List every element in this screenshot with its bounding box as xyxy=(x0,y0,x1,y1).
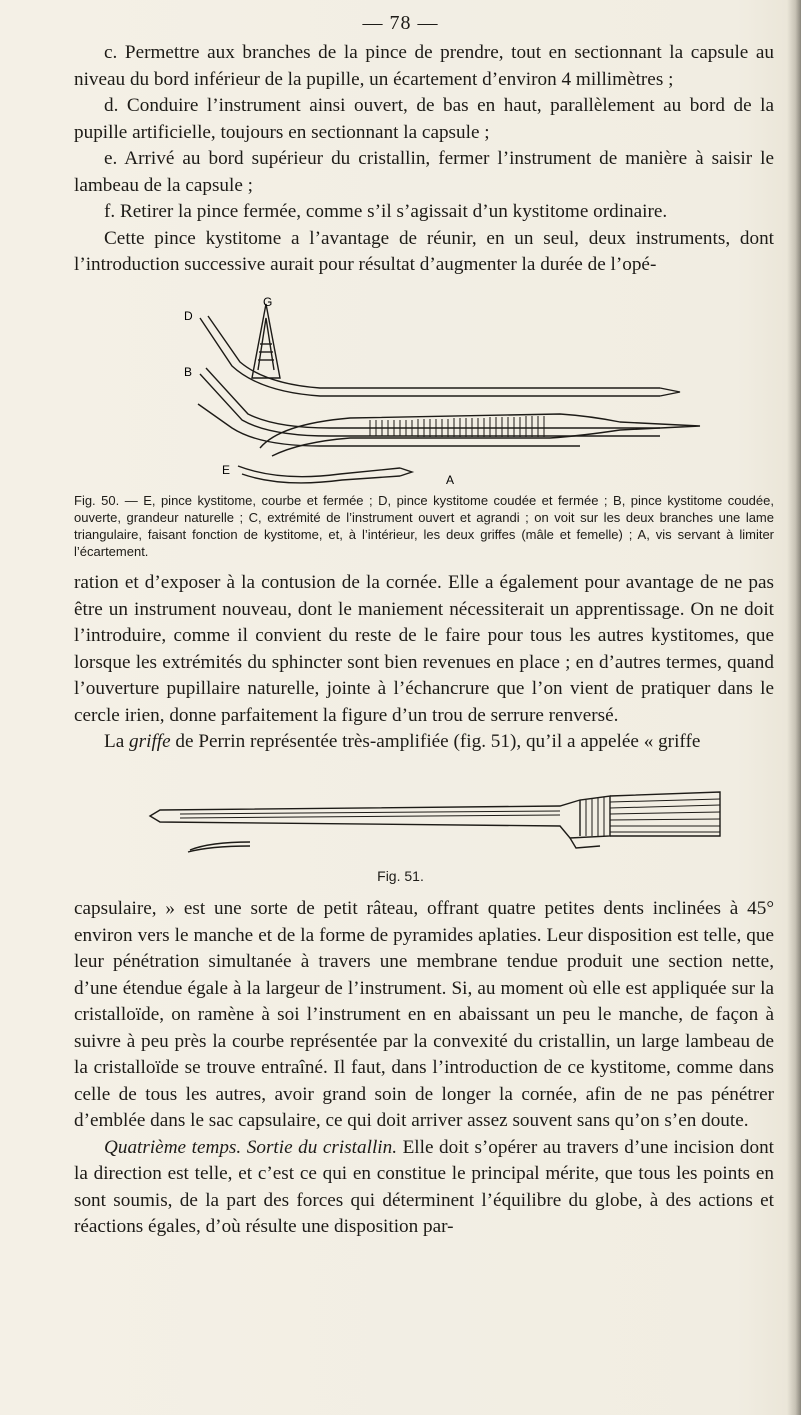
paragraph-cette-pince: Cette pince kystitome a l’avantage de réunir, en un seul, deux instruments, dont l’introduction successive aurait pour résultat d’augmenter la durée de l’opé- xyxy=(74,227,774,275)
fig50-label-a: A xyxy=(446,473,455,487)
section-heading-quatrieme-temps: Quatrième temps. Sortie du cristallin. xyxy=(104,1136,397,1158)
step-d: d. Conduire l’instrument ainsi ouvert, de bas en haut, parallèlement au bord de la pupille artificielle, toujours en sectionnant la capsule ; xyxy=(74,95,774,143)
top-text-block xyxy=(74,40,774,279)
page-edge-shadow xyxy=(787,0,801,1415)
quatrieme-temps-text: Elle doit s’opérer au travers d’une incision dont la direction est telle, et c’est ce qui en constitue le principal mérite, que tous les points en sont soumis, de la part des forces qui déterminent l’équilibre du globe, à des actions et réactions égales, d’où résulte une disposition par- xyxy=(74,1136,774,1237)
fig50-label-d: D xyxy=(184,309,193,323)
griffe-term: griffe xyxy=(129,731,171,752)
figure-51-illustration xyxy=(140,786,740,862)
paragraph-capsulaire: capsulaire, » est une sorte de petit râteau, offrant quatre petites dents inclinées à 45° environ vers le manche et de la forme de pyramides aplaties. Leur disposition est telle, que leur pénétration simultanée à travers une membrane tendue produit une section nette, d’une étendue égale à la largeur de l’instrument. Si, au moment où elle est appliquée sur la cristalloïde, on ramène à soi l’instrument en en abaissant un peu le manche, de façon à suivre à peu près la courbe représentée par la convexité du cristallin, un large lambeau de la cristalloïde se trouve entraîné. Il faut, dans l’introduction de ce kystitome, comme dans celle de tous les autres, avoir grand soin de longer la cornée, afin de ne pas pénétrer d’emblée dans le sac capsulaire, ce qui doit arriver assez souvent sans qu’on s’en doute. xyxy=(74,898,774,1131)
figure-50-illustration xyxy=(160,296,720,490)
fig50-label-g: G xyxy=(263,296,273,309)
figure-50-caption: Fig. 50. — E, pince kystitome, courbe et fermée ; D, pince kystitome coudée et fermée ; B, pince kystitome coudée, ouverte, grandeur naturelle ; C, extrémité de l’instrument ouvert et agrandi ; on voit sur les deux branches une lame triangulaire, faisant fonction de kystitome, et, à l’intérieur, les deux griffes (mâle et femelle) ; A, vis servant à limiter l’écartement. xyxy=(74,493,774,559)
griffe-intro-rest: de Perrin représentée très-amplifiée (fig. 51), qu’il a appelée « griffe xyxy=(170,731,701,752)
bottom-text-block xyxy=(74,896,774,1241)
paragraph-griffe-intro xyxy=(74,729,774,756)
paragraph-ration: ration et d’exposer à la contusion de la cornée. Elle a également pour avantage de ne pas être un instrument nouveau, dont le maniement nécessiterait un apprentissage. On ne doit l’introduire, comme il convient du reste de le faire pour tous les autres kystitomes, que lorsque les extrémités du sphincter sont bien revenues en place ; en d’autres termes, quand l’ouverture pupillaire naturelle, jointe à l’échancrure que l’on vient de pratiquer dans le cercle irien, donne parfaitement la figure d’un trou de serrure renversé. xyxy=(74,572,774,726)
step-c: c. Permettre aux branches de la pince de prendre, tout en sectionnant la capsule au niveau du bord inférieur de la pupille, un écartement d’environ 4 millimètres ; xyxy=(74,42,774,90)
step-e: e. Arrivé au bord supérieur du cristallin, fermer l’instrument de manière à saisir le lambeau de la capsule ; xyxy=(74,148,774,196)
paragraph-quatrieme-temps xyxy=(74,1135,774,1241)
page-number: — 78 — xyxy=(362,12,439,34)
step-f: f. Retirer la pince fermée, comme s’il s’agissait d’un kystitome ordinaire. xyxy=(104,201,668,222)
fig50-label-b: B xyxy=(184,365,193,379)
griffe-intro-start: La xyxy=(104,731,130,752)
figure-51-caption: Fig. 51. xyxy=(377,868,424,884)
fig50-label-e: E xyxy=(222,463,231,477)
middle-text-block xyxy=(74,570,774,756)
figure-50-caption-block xyxy=(74,492,774,560)
